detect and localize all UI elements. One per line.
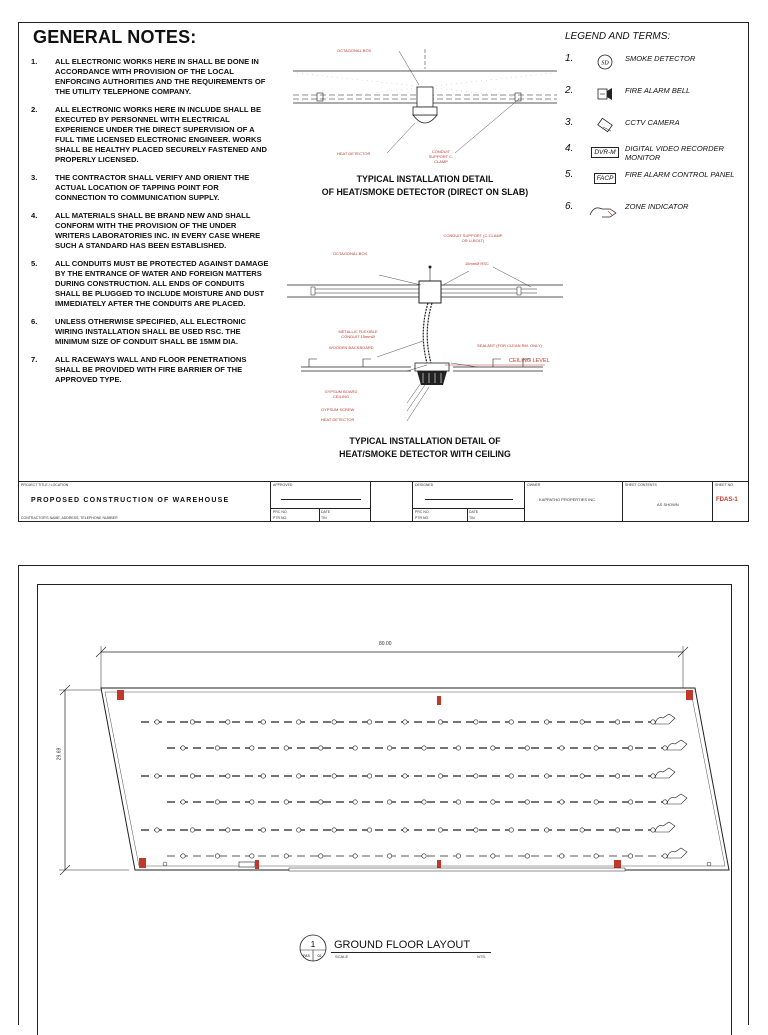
smoke-detector-marker bbox=[215, 854, 219, 858]
date-label-2: DATE bbox=[469, 510, 479, 514]
detail-ref-right-text: 02 bbox=[317, 954, 322, 958]
zone-indicator-icon bbox=[655, 768, 675, 778]
zone-indicator-icon bbox=[655, 822, 675, 832]
smoke-detector-marker bbox=[403, 720, 407, 724]
legend-num: 5. bbox=[565, 169, 574, 180]
smoke-detector-marker bbox=[491, 746, 495, 750]
legend-term: FIRE ALARM BELL bbox=[625, 86, 691, 95]
fire-alarm-bell-icon bbox=[139, 858, 146, 868]
zone-indicator-icon bbox=[667, 848, 687, 858]
label-octagonal-box: OCTAGONAL BOX bbox=[337, 48, 372, 53]
smoke-detector-marker bbox=[226, 828, 230, 832]
note-number: 2. bbox=[31, 105, 38, 114]
smoke-detector-marker bbox=[628, 854, 632, 858]
detail-ref-left-text: FAS bbox=[303, 954, 310, 958]
smoke-detector-marker bbox=[215, 800, 219, 804]
note-text: ALL ELECTRONIC WORKS HERE IN SHALL BE DONE IN ACCORDANCE WITH PROVISION OF THE LOCAL ENFORCING AUTHORITIES AND THE REQUIREMENTS OF THE UTILITY TELEPHONE COMPANY. bbox=[55, 57, 266, 96]
contractor-address: CONTRACTOR'S NAME, ADDRESS, TELEPHONE NUMBER bbox=[21, 516, 118, 520]
detail-slab-caption bbox=[287, 173, 563, 199]
legend-term: SMOKE DETECTOR bbox=[625, 54, 696, 63]
smoke-detector-marker bbox=[284, 746, 288, 750]
dimension-height: 29.69 bbox=[56, 747, 63, 761]
smoke-detector-marker bbox=[403, 828, 407, 832]
smoke-detector-marker bbox=[190, 720, 194, 724]
legend-item-smoke-detector bbox=[565, 53, 743, 71]
smoke-detector-marker bbox=[545, 720, 549, 724]
smoke-detector-marker bbox=[226, 774, 230, 778]
zone-indicator-markers bbox=[655, 714, 687, 858]
zone-indicator-icon bbox=[667, 740, 687, 750]
general-note-item bbox=[31, 317, 271, 347]
fire-alarm-bell-icon bbox=[117, 690, 124, 700]
sheet-no-label: SHEET NO. bbox=[715, 483, 734, 487]
note-text: ALL RACEWAYS WALL AND FLOOR PENETRATIONS SHALL BE PROVIDED WITH FIRE BARRIER OF THE APPROVED TYPE. bbox=[55, 355, 247, 384]
legend-item-zone-indicator bbox=[565, 201, 743, 219]
fire-alarm-bell-icon bbox=[437, 696, 441, 705]
legend-num: 4. bbox=[565, 143, 574, 154]
smoke-detector-marker bbox=[332, 828, 336, 832]
smoke-detector-marker bbox=[525, 746, 529, 750]
smoke-detector-marker bbox=[474, 828, 478, 832]
smoke-detector-marker bbox=[663, 800, 667, 804]
smoke-detector-marker bbox=[663, 854, 667, 858]
smoke-detector-marker bbox=[525, 854, 529, 858]
note-number: 4. bbox=[31, 211, 38, 220]
label-conduit-support-2: CONDUIT SUPPORT (C-CLAMP OR U-BOLT) bbox=[443, 233, 503, 243]
legend-term: ZONE INDICATOR bbox=[625, 202, 689, 211]
fire-alarm-bell-icon bbox=[686, 690, 693, 700]
conduit-rows bbox=[141, 722, 671, 856]
smoke-detector-marker bbox=[181, 746, 185, 750]
smoke-detector-marker bbox=[353, 746, 357, 750]
detail-ceiling-caption-line1: TYPICAL INSTALLATION DETAIL OF bbox=[349, 436, 501, 446]
note-number: 7. bbox=[31, 355, 38, 364]
facp-box-label: FACP bbox=[594, 173, 617, 184]
smoke-detector-marker bbox=[525, 800, 529, 804]
smoke-detector-marker bbox=[545, 774, 549, 778]
smoke-detector-marker bbox=[155, 720, 159, 724]
label-gypsum-board: GYPSUM BOARD CEILING bbox=[324, 389, 358, 399]
smoke-detector-marker bbox=[422, 800, 426, 804]
label-octagonal-box-2: OCTAGONAL BOX bbox=[333, 251, 368, 256]
general-note-item bbox=[31, 259, 271, 309]
smoke-detector-marker bbox=[651, 774, 655, 778]
title-block-approved bbox=[271, 482, 371, 522]
smoke-detector-marker bbox=[456, 854, 460, 858]
sheet-contents-label: SHEET CONTENTS bbox=[625, 483, 657, 487]
entrance-door bbox=[289, 868, 625, 871]
dimension-width: 80.00 bbox=[379, 641, 392, 647]
smoke-detector-marker bbox=[438, 828, 442, 832]
detail-ceiling-caption-line2: HEAT/SMOKE DETECTOR WITH CEILING bbox=[339, 449, 511, 459]
legend-item-cctv-camera bbox=[565, 117, 743, 135]
smoke-detector-marker bbox=[580, 720, 584, 724]
smoke-detector-marker bbox=[422, 746, 426, 750]
smoke-detector-marker bbox=[181, 800, 185, 804]
title-block-contents bbox=[623, 482, 713, 522]
owner-name: KAPPATHO PROPERTIES INC. bbox=[539, 497, 597, 502]
general-note-item bbox=[31, 355, 271, 385]
title-underline bbox=[331, 952, 491, 953]
smoke-detector-marker bbox=[226, 720, 230, 724]
detail-ceiling-caption bbox=[287, 435, 563, 461]
smoke-detector-marker bbox=[580, 774, 584, 778]
smoke-detector-marker bbox=[474, 774, 478, 778]
smoke-detector-marker bbox=[663, 746, 667, 750]
smoke-detector-marker bbox=[651, 720, 655, 724]
smoke-detector-marker bbox=[545, 828, 549, 832]
fire-alarm-bell-icon bbox=[255, 860, 259, 869]
note-number: 1. bbox=[31, 57, 38, 66]
owner-label: OWNER bbox=[527, 483, 541, 487]
detail-number-text: 1 bbox=[310, 940, 316, 949]
smoke-detector-marker bbox=[594, 854, 598, 858]
detail-sheet bbox=[18, 22, 749, 522]
smoke-detector-marker bbox=[438, 720, 442, 724]
scale-value-nts: NTS. bbox=[477, 954, 487, 959]
smoke-detector-marker bbox=[319, 800, 323, 804]
legend-num: 2. bbox=[565, 85, 574, 96]
smoke-detector-marker bbox=[261, 720, 265, 724]
note-text: THE CONTRACTOR SHALL VERIFY AND ORIENT THE ACTUAL LOCATION OF TAPPING POINT FOR CONNECTION TO COMMUNICATION SUPPLY. bbox=[55, 173, 250, 202]
project-title-label: PROJECT TITLE / LOCATION bbox=[21, 483, 69, 487]
zone-indicator-icon bbox=[585, 201, 625, 219]
smoke-detector-marker bbox=[261, 774, 265, 778]
general-note-item bbox=[31, 57, 271, 97]
smoke-detector-marker bbox=[319, 854, 323, 858]
prc-no-label-2: PRC NO. bbox=[415, 510, 430, 514]
smoke-detector-marker bbox=[628, 800, 632, 804]
ptr-no-label: PTR NO. bbox=[273, 516, 288, 520]
general-note-item bbox=[31, 105, 271, 165]
note-number: 6. bbox=[31, 317, 38, 326]
smoke-detector-marker bbox=[155, 828, 159, 832]
smoke-detector-marker bbox=[615, 828, 619, 832]
smoke-detector-marker bbox=[560, 746, 564, 750]
legend-term: CCTV CAMERA bbox=[625, 118, 680, 127]
smoke-detector-marker bbox=[651, 828, 655, 832]
legend-term: FIRE ALARM CONTROL PANEL bbox=[625, 170, 735, 179]
smoke-detector-marker bbox=[367, 720, 371, 724]
smoke-detector-marker bbox=[580, 828, 584, 832]
project-title: PROPOSED CONSTRUCTION OF WAREHOUSE bbox=[31, 497, 230, 504]
smoke-detector-marker bbox=[615, 774, 619, 778]
detail-slab-caption-line2: OF HEAT/SMOKE DETECTOR (DIRECT ON SLAB) bbox=[321, 187, 529, 197]
legend-item-fire-alarm-bell bbox=[565, 85, 743, 103]
note-number: 3. bbox=[31, 173, 38, 182]
smoke-detector-marker bbox=[297, 828, 301, 832]
smoke-detector-marker bbox=[297, 720, 301, 724]
smoke-detector-marker bbox=[181, 854, 185, 858]
dvr-box-icon bbox=[585, 143, 625, 161]
ptr-no-label-2: PTR NO. bbox=[415, 516, 430, 520]
detail-slab-caption-line1: TYPICAL INSTALLATION DETAIL bbox=[356, 174, 494, 184]
smoke-detector-marker bbox=[438, 774, 442, 778]
label-ceiling-level: CEILING LEVEL bbox=[509, 358, 550, 364]
smoke-detector-marker bbox=[628, 746, 632, 750]
note-text: ALL CONDUITS MUST BE PROTECTED AGAINST DAMAGE BY THE ENTRANCE OF WATER AND FOREIGN MATTERS DURING CONSTRUCTION. ALL ENDS OF CONDUITS SHALL BE PLUGGED TO INCLUDE MOISTURE AND DUST IMMEDIATELY AFTER THE CONDUITS ARE PLACED. bbox=[55, 259, 269, 308]
general-notes-title: GENERAL NOTES: bbox=[33, 27, 197, 47]
smoke-detector-marker bbox=[422, 854, 426, 858]
legend-item-facp bbox=[565, 169, 743, 187]
detail-with-ceiling-drawing bbox=[287, 223, 563, 433]
label-flexible-conduit: METALLIC FLEXIBLE CONDUIT 15mmØ bbox=[338, 329, 378, 339]
smoke-detector-marker bbox=[215, 746, 219, 750]
smoke-detector-marker bbox=[250, 746, 254, 750]
smoke-detector-marker bbox=[387, 854, 391, 858]
legend-term: DIGITAL VIDEO RECORDER MONITOR bbox=[625, 144, 724, 162]
legend-item-dvr bbox=[565, 143, 743, 162]
designed-label: DESIGNED bbox=[415, 483, 434, 487]
facp-panel-icon bbox=[239, 862, 255, 867]
smoke-detector-marker bbox=[560, 800, 564, 804]
floor-plan-title: GROUND FLOOR LAYOUT bbox=[334, 939, 471, 951]
smoke-detector-marker bbox=[367, 774, 371, 778]
smoke-detector-marker bbox=[491, 800, 495, 804]
smoke-detector-markers bbox=[155, 720, 667, 858]
legend-title: LEGEND AND TERMS: bbox=[565, 31, 671, 42]
label-conduit-support: CONDUIT SUPPORT C-CLAMP bbox=[428, 149, 454, 164]
title-block-spacer bbox=[371, 482, 413, 522]
note-text: ALL ELECTRONIC WORKS HERE IN INCLUDE SHALL BE EXECUTED BY PERSONNEL WITH ELECTRICAL EXPERIENCE UNDER THE DIRECT SUPERVISION OF A FULL TIME LICENSED ELECTRONIC ENGINEER. WORKS SHALL BE HEALTHY PLACED SECURELY FASTENED AND PROPERLY LICENSED. bbox=[55, 105, 267, 164]
label-rsc: 15mmØ RSC bbox=[465, 261, 489, 266]
smoke-detector-marker bbox=[190, 828, 194, 832]
zone-indicator-icon bbox=[667, 794, 687, 804]
general-notes-list bbox=[31, 57, 271, 393]
scale-value: AS SHOWN bbox=[657, 502, 679, 507]
smoke-detector-marker bbox=[387, 746, 391, 750]
fire-alarm-bell-icon bbox=[437, 860, 441, 869]
label-gypsum-screw: GYPSUM SCREW bbox=[321, 407, 355, 412]
label-sealant: SEALANT (FOR CLEAN RM. ONLY) bbox=[477, 343, 542, 348]
smoke-detector-marker bbox=[155, 774, 159, 778]
smoke-detector-marker bbox=[403, 774, 407, 778]
general-note-item bbox=[31, 211, 271, 251]
smoke-detector-marker bbox=[319, 746, 323, 750]
cctv-camera-icon bbox=[585, 117, 625, 135]
scale-label: SCALE bbox=[335, 954, 349, 959]
note-number: 5. bbox=[31, 259, 38, 268]
smoke-detector-marker bbox=[261, 828, 265, 832]
smoke-detector-marker bbox=[509, 774, 513, 778]
smoke-detector-marker bbox=[474, 720, 478, 724]
smoke-detector-marker bbox=[594, 800, 598, 804]
fire-alarm-bell-icon bbox=[585, 85, 625, 103]
smoke-detector-marker bbox=[250, 800, 254, 804]
general-note-item bbox=[31, 173, 271, 203]
smoke-detector-marker bbox=[353, 854, 357, 858]
smoke-detector-marker bbox=[456, 800, 460, 804]
detail-bubble-icon bbox=[297, 932, 331, 966]
legend-num: 3. bbox=[565, 117, 574, 128]
label-heat-detector-2: HEAT DETECTOR bbox=[321, 417, 355, 422]
smoke-detector-marker bbox=[250, 854, 254, 858]
note-text: ALL MATERIALS SHALL BE BRAND NEW AND SHALL CONFORM WITH THE PROVISION OF THE UNDER WRITERS LABORATORIES INC. IN EVERY CASE WHERE SUCH A STANDARD HAS BEEN ESTABLISHED. bbox=[55, 211, 261, 250]
legend-num: 6. bbox=[565, 201, 574, 212]
title-block-project bbox=[19, 482, 271, 522]
smoke-detector-marker bbox=[284, 854, 288, 858]
smoke-detector-marker bbox=[560, 854, 564, 858]
smoke-detector-marker bbox=[594, 746, 598, 750]
label-heat-detector: HEAT DETECTOR bbox=[337, 151, 371, 156]
tin-label: TIN bbox=[321, 516, 327, 520]
smoke-detector-icon bbox=[585, 53, 625, 71]
smoke-detector-marker bbox=[615, 720, 619, 724]
smoke-detector-marker bbox=[190, 774, 194, 778]
ground-floor-layout-drawing bbox=[49, 638, 739, 928]
title-block bbox=[19, 481, 748, 522]
smoke-detector-marker bbox=[353, 800, 357, 804]
smoke-detector-marker bbox=[332, 774, 336, 778]
smoke-detector-marker bbox=[367, 828, 371, 832]
smoke-detector-marker bbox=[387, 800, 391, 804]
smoke-detector-marker bbox=[456, 746, 460, 750]
smoke-detector-marker bbox=[332, 720, 336, 724]
dvr-box-label: DVR-M bbox=[591, 147, 618, 158]
title-block-designed bbox=[413, 482, 525, 522]
smoke-detector-symbol-text: SD bbox=[601, 60, 609, 67]
smoke-detector-marker bbox=[509, 720, 513, 724]
facp-box-icon bbox=[585, 169, 625, 187]
zone-indicator-icon bbox=[655, 714, 675, 724]
smoke-detector-marker bbox=[297, 774, 301, 778]
prc-no-label: PRC NO. bbox=[273, 510, 288, 514]
note-text: UNLESS OTHERWISE SPECIFIED, ALL ELECTRONIC WIRING INSTALLATION SHALL BE USED RSC. THE MINIMUM SIZE OF CONDUIT SHALL BE 15MM DIA. bbox=[55, 317, 246, 346]
title-block-owner bbox=[525, 482, 623, 522]
smoke-detector-marker bbox=[491, 854, 495, 858]
smoke-detector-marker bbox=[284, 800, 288, 804]
tin-label-2: TIN bbox=[469, 516, 475, 520]
smoke-detector-marker bbox=[509, 828, 513, 832]
label-wooden-backboard: WOODEN BACKBOARD bbox=[329, 345, 374, 350]
legend-num: 1. bbox=[565, 53, 574, 64]
sheet-number: FDAS-1 bbox=[716, 497, 738, 503]
approved-label: APPROVED bbox=[273, 483, 293, 487]
title-block-sheet bbox=[713, 482, 748, 522]
date-label: DATE bbox=[321, 510, 331, 514]
floor-plan-sheet bbox=[18, 565, 749, 1025]
